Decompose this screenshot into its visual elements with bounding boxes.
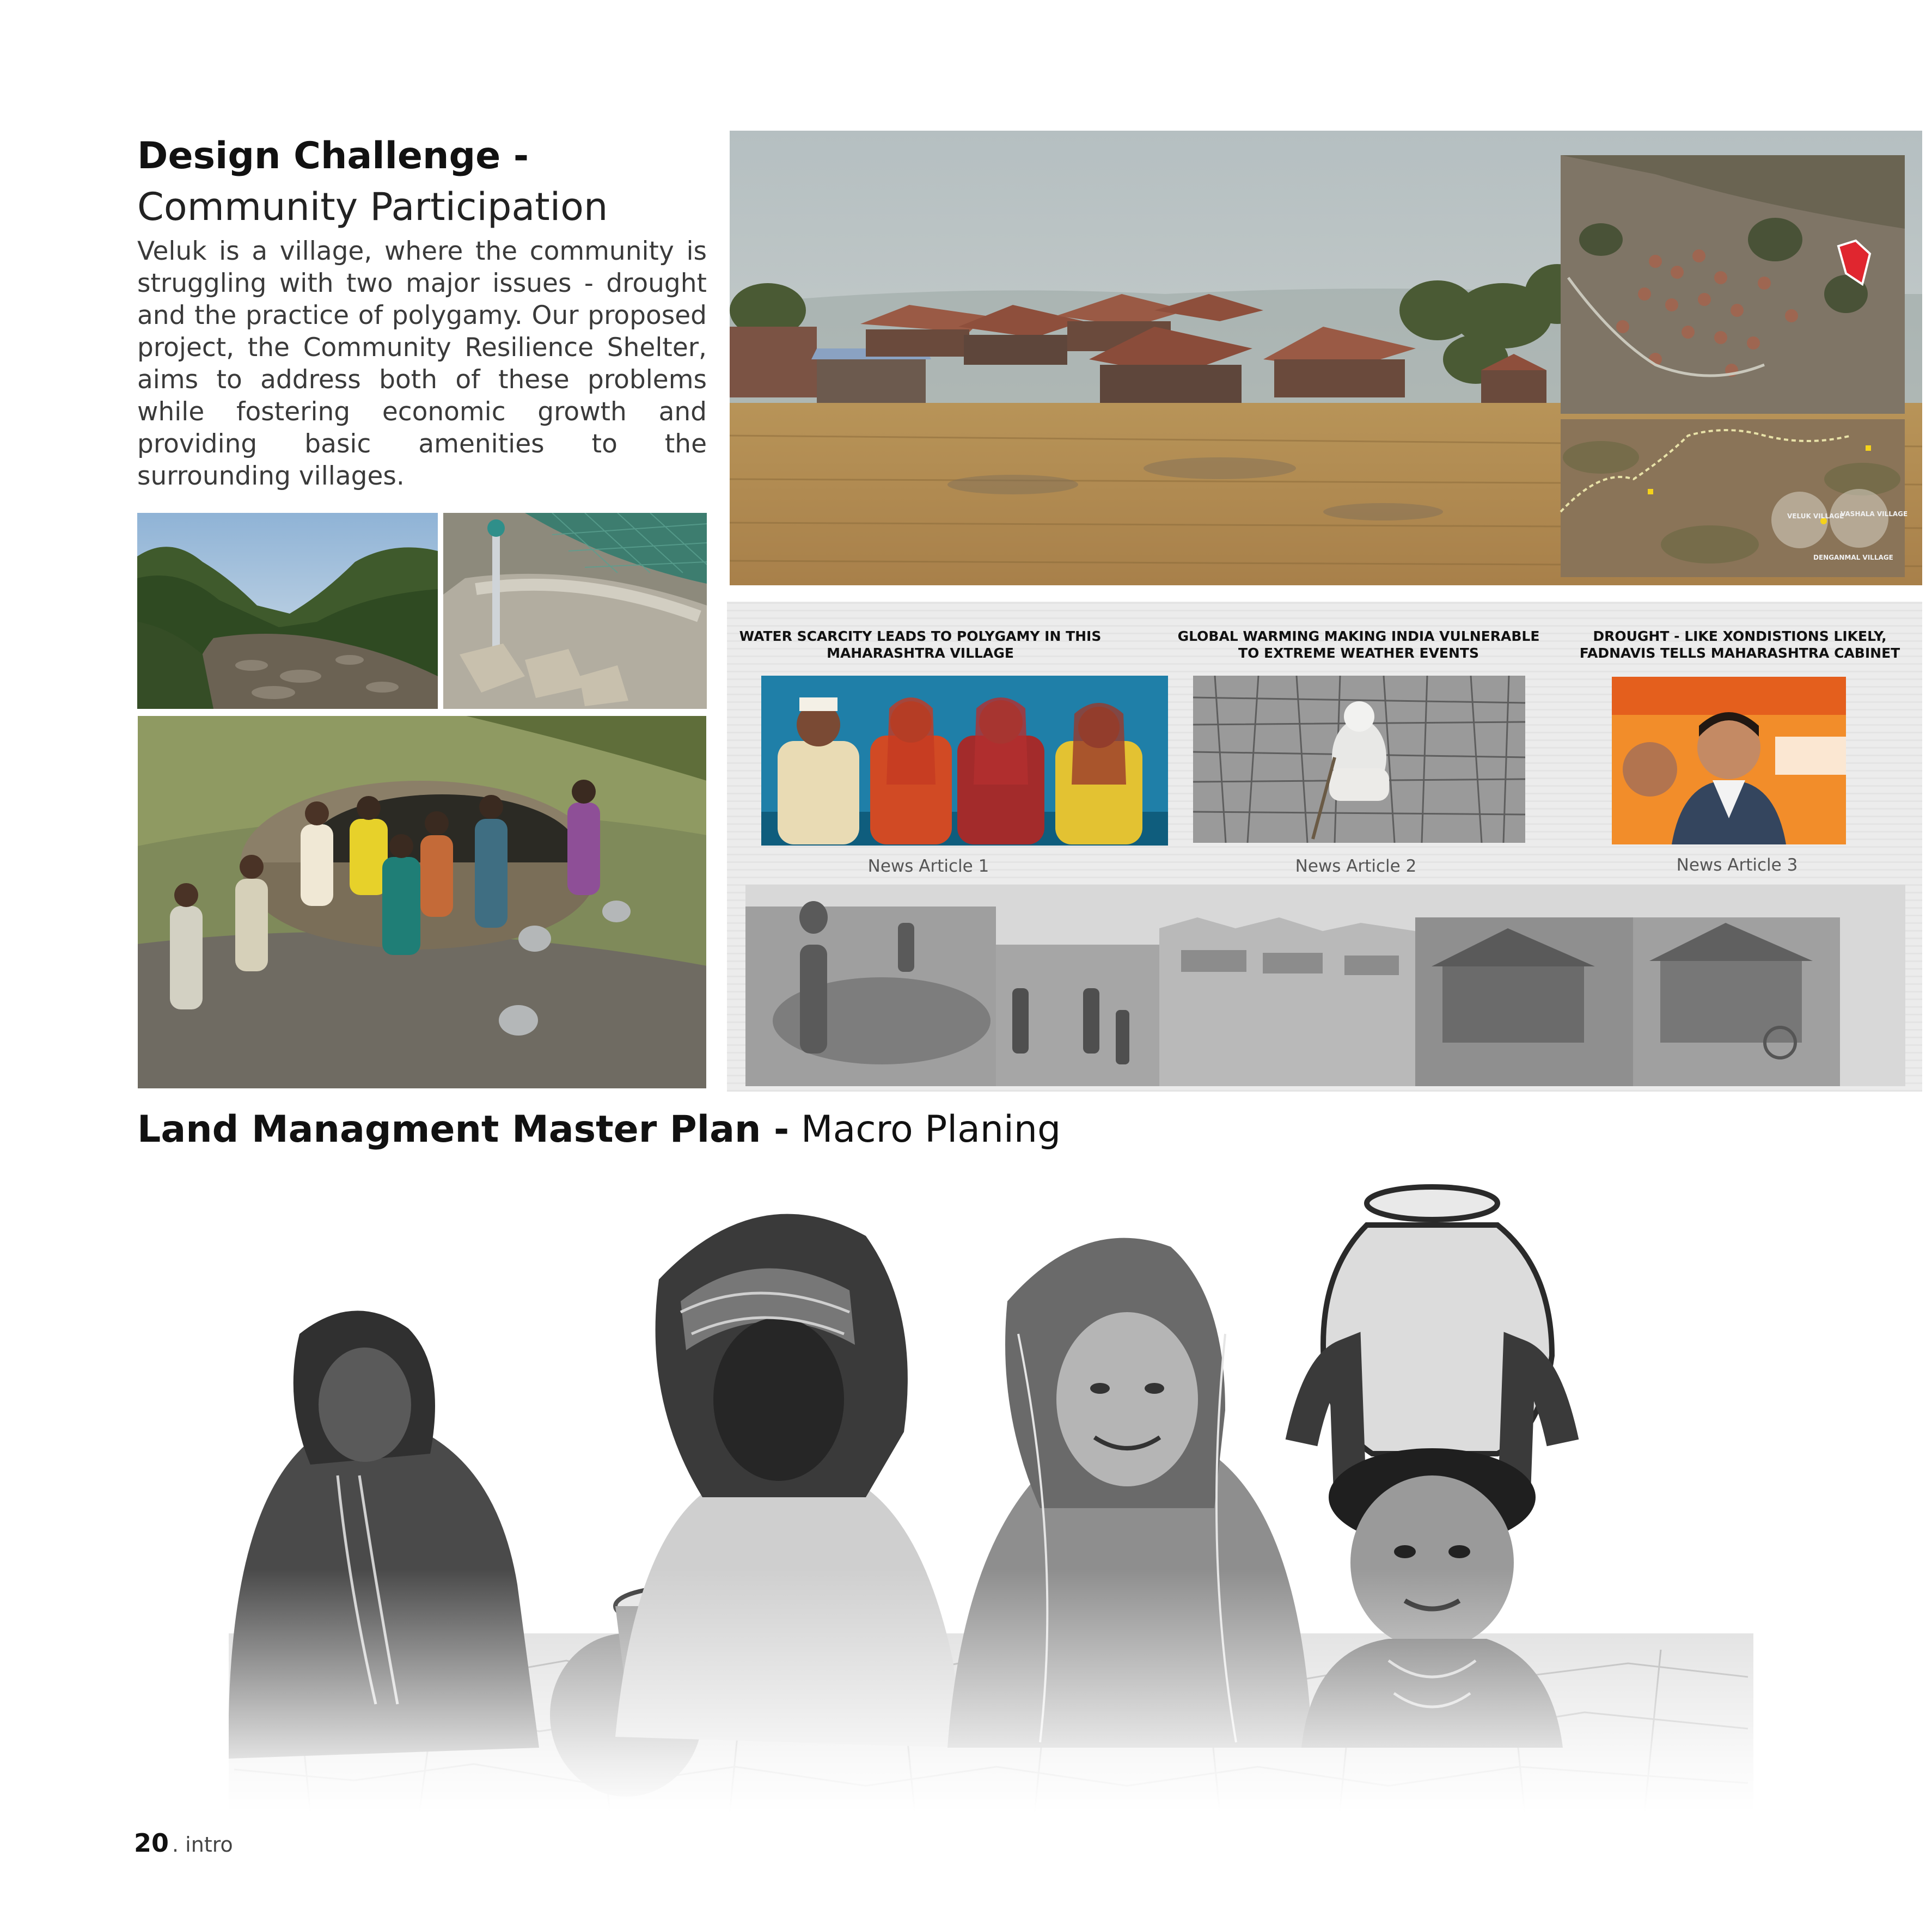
design-challenge-title: Design Challenge - (137, 134, 529, 177)
master-plan-title-light: Macro Planing (789, 1108, 1061, 1151)
news-image-3 (1612, 677, 1846, 844)
page-footer (134, 1828, 233, 1858)
page-number: 20 (134, 1828, 169, 1858)
map-label-denganmal: DENGANMAL VILLAGE (1813, 554, 1893, 561)
news-image-2 (1193, 676, 1525, 843)
map-label-veluk: VELUK VILLAGE (1787, 512, 1844, 520)
news-headline-3: DROUGHT - LIKE XONDISTIONS LIKELY, FADNAVIS TELLS MAHARASHTRA CABINET (1579, 628, 1900, 661)
map-label-vashala: VASHALA VILLAGE (1841, 510, 1908, 518)
village-collage-strip (745, 885, 1905, 1086)
news-headline-1: WATER SCARCITY LEADS TO POLYGAMY IN THIS MAHARASHTRA VILLAGE (739, 628, 1102, 661)
design-challenge-body: Veluk is a village, where the community is struggling with two major issues - drought and the practice of polygamy. Our proposed project, the Community Resilience Shelter, aims to address both of these problems while fostering economic growth and providing basic amenities to the surrounding villages. (137, 236, 707, 491)
women-water-illustration (212, 1171, 1770, 1813)
master-plan-title-bold: Land Managment Master Plan - (137, 1108, 790, 1151)
news-panel (727, 602, 1922, 1092)
design-challenge-subtitle: Community Participation (137, 185, 608, 229)
water-tap-photo (443, 513, 707, 709)
news-caption-3: News Article 3 (1676, 855, 1798, 875)
veluk-landscape-photo (730, 131, 1922, 585)
news-headline-2: GLOBAL WARMING MAKING INDIA VULNERABLE TO EXTREME WEATHER EVENTS (1177, 628, 1540, 661)
river-photo (137, 513, 438, 709)
news-caption-1: News Article 1 (867, 856, 989, 876)
village-well-photo (137, 715, 707, 1089)
news-image-1 (761, 676, 1168, 846)
regional-map (1561, 419, 1907, 577)
section-label: . intro (172, 1833, 233, 1857)
master-plan-title (137, 1110, 1061, 1150)
satellite-map (1561, 155, 1905, 414)
news-caption-2: News Article 2 (1295, 856, 1417, 876)
